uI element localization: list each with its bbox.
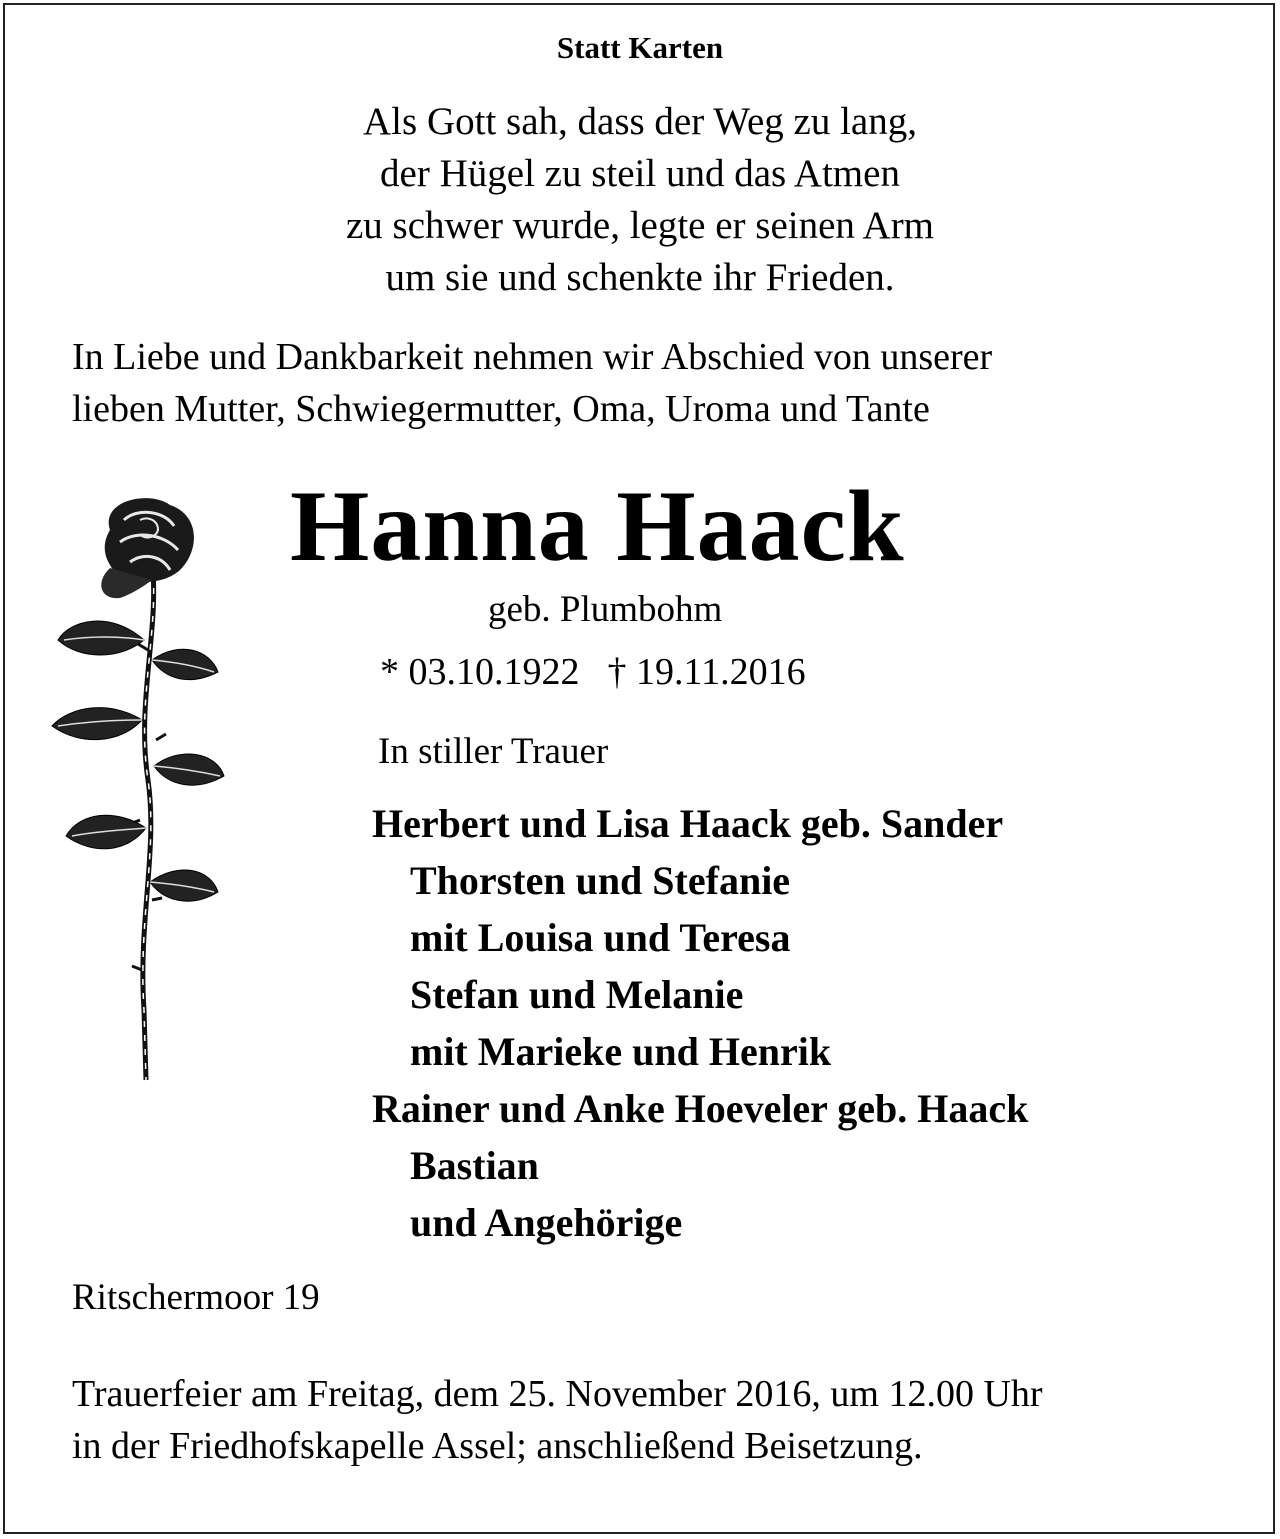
birth-date: * 03.10.1922 (380, 651, 580, 693)
mourner-line: Thorsten und Stefanie (410, 858, 791, 903)
statt-karten-heading: Statt Karten (556, 30, 724, 65)
death-date: † 19.11.2016 (607, 651, 806, 693)
intro-line: In Liebe und Dankbarkeit nehmen wir Abschied von unserer (72, 336, 993, 378)
deceased-name: Hanna Haack (290, 470, 905, 583)
poem-line: Als Gott sah, dass der Weg zu lang, (363, 100, 917, 143)
poem-line: um sie und schenkte ihr Frieden. (385, 256, 895, 299)
poem-line: zu schwer wurde, legte er seinen Arm (345, 204, 935, 247)
intro-text (72, 331, 992, 435)
mourner-line: mit Louisa und Teresa (410, 915, 791, 960)
mourner-line: Herbert und Lisa Haack geb. Sander (372, 801, 1004, 846)
service-line: Trauerfeier am Freitag, dem 25. November 2016, um 12.00 Uhr (72, 1373, 1043, 1415)
rose-illustration (40, 490, 230, 1090)
mourner-line: Bastian (410, 1143, 539, 1188)
address: Ritschermoor 19 (72, 1277, 320, 1318)
birth-name: geb. Plumbohm (488, 589, 723, 630)
life-dates (380, 650, 806, 694)
intro-line: lieben Mutter, Schwiegermutter, Oma, Uroma und Tante (72, 388, 930, 430)
service-line: in der Friedhofskapelle Assel; anschließend Beisetzung. (72, 1425, 923, 1467)
mourning-heading: In stiller Trauer (378, 731, 609, 772)
poem-line: der Hügel zu steil und das Atmen (380, 152, 900, 195)
service-info (72, 1368, 1043, 1472)
mourners-list (372, 795, 1028, 1251)
poem (0, 96, 1280, 304)
mourner-line: Stefan und Melanie (410, 972, 744, 1017)
mourner-line: mit Marieke und Henrik (410, 1029, 832, 1074)
mourner-line: und Angehörige (410, 1200, 683, 1245)
mourner-line: Rainer und Anke Hoeveler geb. Haack (372, 1086, 1029, 1131)
